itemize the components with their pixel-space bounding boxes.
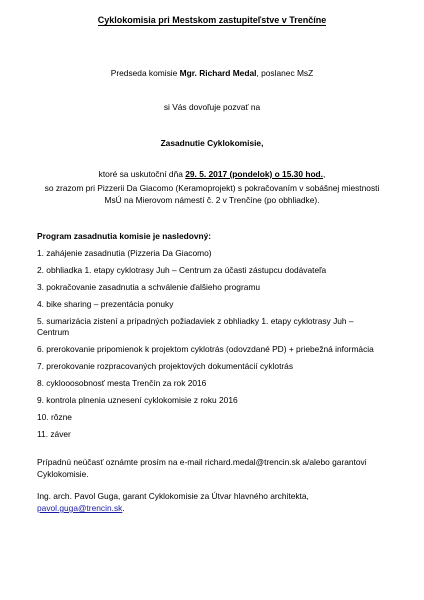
venue-line-2: MsÚ na Mierovom námestí č. 2 v Trenčíne (po obhliadke). — [104, 195, 320, 205]
signature-email-line: pavol.guga@trencin.sk. — [37, 503, 125, 513]
guarantor-email-link[interactable]: pavol.guga@trencin.sk — [37, 503, 123, 513]
absence-line-1: Prípadnú neúčasť oznámte prosím na e-mail richard.medal@trencin.sk a/alebo garantovi — [37, 457, 367, 467]
venue-line-1: so zrazom pri Pizzerii Da Giacomo (Keramoprojekt) s pokračovaním v sobášnej miestnosti — [44, 183, 380, 193]
program-item: 3. pokračovanie zasadnutia a schválenie ďalšieho programu — [37, 282, 261, 292]
signature-line: Ing. arch. Pavol Guga, garant Cyklokomisie za Útvar hlavného architekta, — [37, 491, 309, 501]
document-title: Cyklokomisia pri Mestskom zastupiteľstve v Trenčíne — [97, 15, 327, 25]
chairman-name: Mgr. Richard Medal — [179, 68, 257, 78]
meeting-title: Zasadnutie Cyklokomisie, — [160, 138, 264, 148]
intro-line: Predseda komisie Mgr. Richard Medal, poslanec MsZ — [110, 68, 314, 78]
program-item: 9. kontrola plnenia uznesení cyklokomisie z roku 2016 — [37, 395, 238, 405]
program-item: 4. bike sharing – prezentácia ponuky — [37, 299, 174, 309]
program-item: 10. rôzne — [37, 412, 72, 422]
program-item: 6. prerokovanie pripomienok k projektom cyklotrás (odovzdané PD) + priebežná informácia — [37, 344, 374, 354]
program-item: 1. zahájenie zasadnutia (Pizzeria Da Giacomo) — [37, 248, 212, 258]
program-item: 11. záver — [37, 429, 71, 439]
program-item: 2. obhliadka 1. etapy cyklotrasy Juh – Centrum za účasti zástupcu dodávateľa — [37, 265, 327, 275]
program-heading: Program zasadnutia komisie je nasledovný: — [37, 231, 212, 241]
invite-line: si Vás dovoľuje pozvať na — [163, 102, 261, 112]
meeting-datetime: 29. 5. 2017 (pondelok) o 15.30 hod. — [185, 169, 324, 179]
schedule-line: ktoré sa uskutoční dňa 29. 5. 2017 (pondelok) o 15.30 hod., — [98, 169, 326, 179]
absence-line-2: Cyklokomisie. — [37, 469, 89, 479]
program-item: 7. prerokovanie rozpracovaných projektových dokumentácií cyklotrás — [37, 361, 294, 371]
program-item: 5. sumarizácia zistení a prípadných požiadaviek z obhliadky 1. etapy cyklotrasy Juh – Centrum — [37, 316, 354, 337]
program-item: 8. cyklooosobnosť mesta Trenčín za rok 2016 — [37, 378, 207, 388]
